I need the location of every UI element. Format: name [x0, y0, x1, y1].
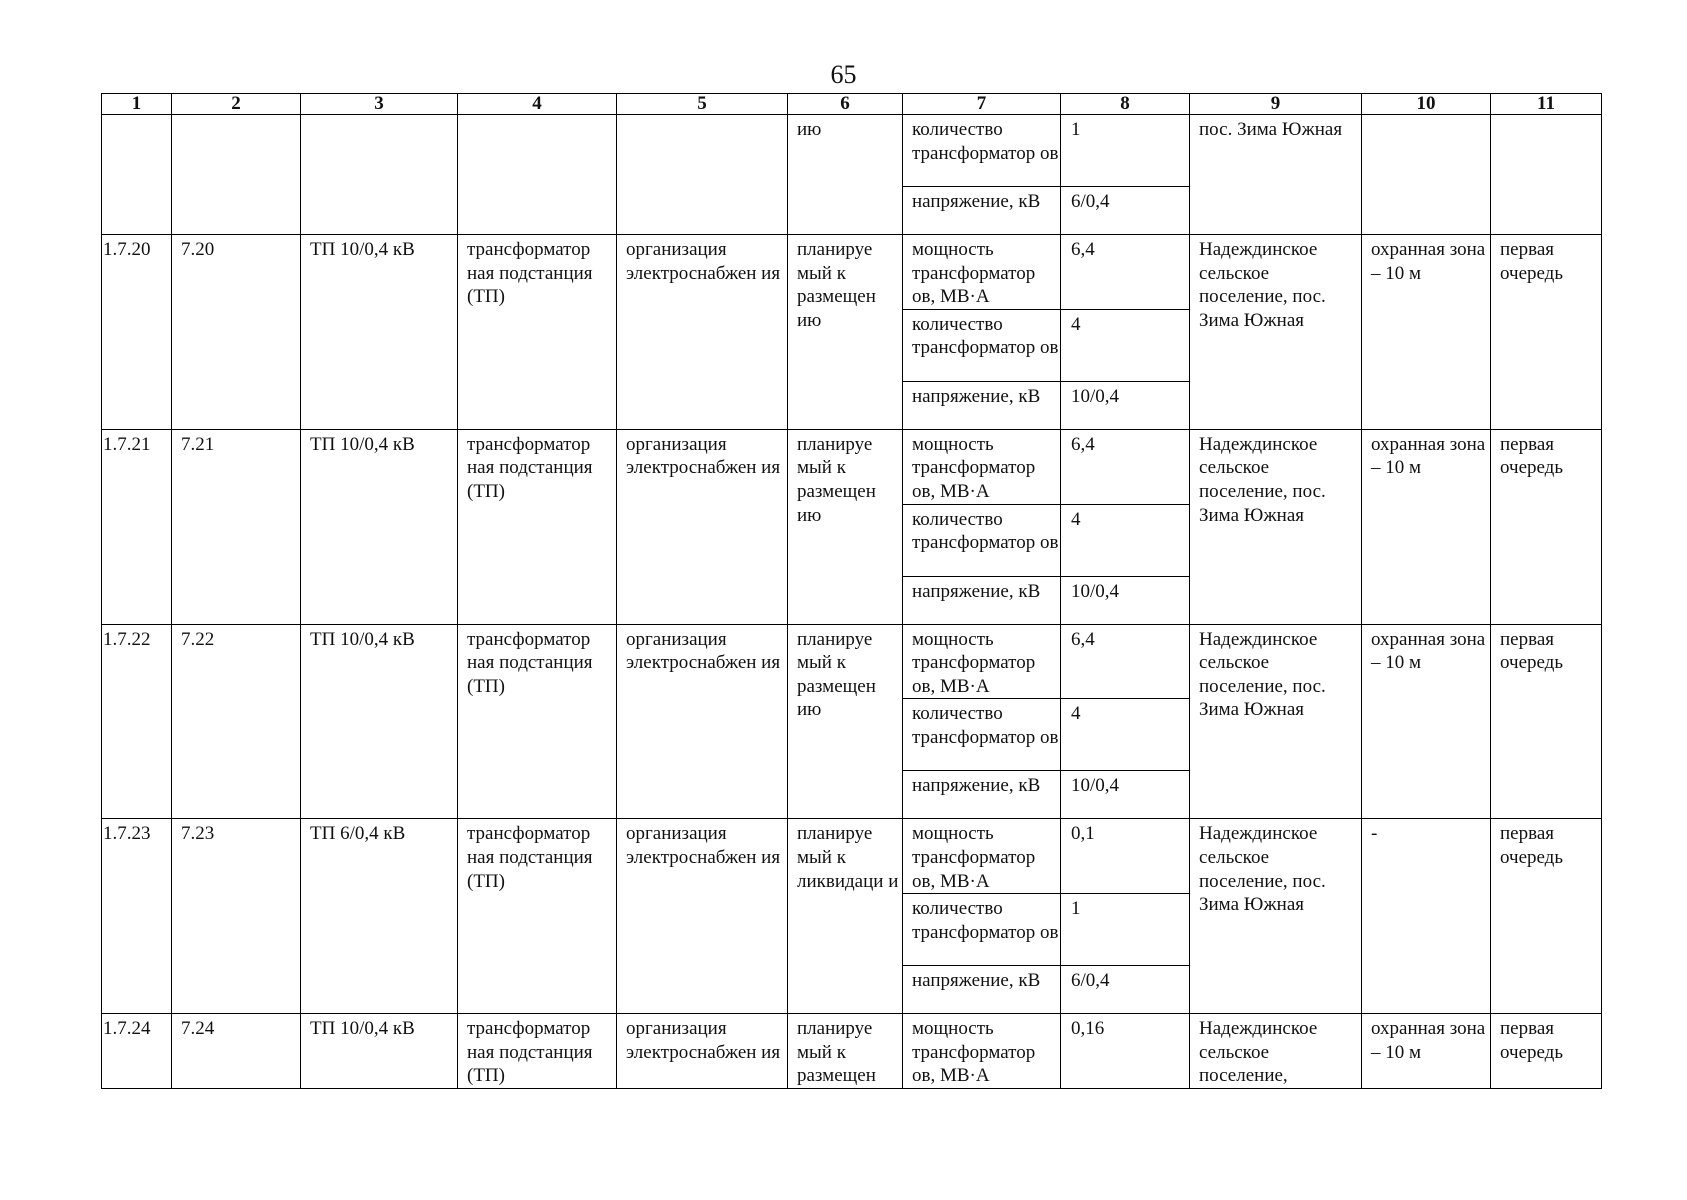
data-table	[101, 93, 1602, 1089]
cell-purpose: организация электроснабжен ия	[617, 429, 788, 624]
cell-object: ТП 10/0,4 кВ	[301, 235, 458, 430]
cell-location: пос. Зима Южная	[1190, 115, 1362, 235]
cell-zone: охранная зона – 10 м	[1362, 235, 1491, 430]
cell-number: 7.22	[172, 624, 301, 819]
cell-number: 1.7.22	[102, 624, 172, 819]
cell-status: ию	[788, 115, 903, 235]
cell-type: трансформатор ная подстанция (ТП)	[458, 624, 617, 819]
cell-purpose: организация электроснабжен ия	[617, 1014, 788, 1089]
cell-status: планируе мый к ликвидаци и	[788, 819, 903, 1014]
cell-status: планируе мый к размещен ию	[788, 429, 903, 624]
table-row	[102, 624, 1602, 699]
cell-param-value: 4	[1061, 504, 1190, 576]
cell-type: трансформатор ная подстанция (ТП)	[458, 235, 617, 430]
cell-zone: охранная зона – 10 м	[1362, 624, 1491, 819]
cell-empty	[172, 115, 301, 235]
cell-empty	[458, 115, 617, 235]
column-number: 11	[1491, 94, 1602, 115]
table-row	[102, 429, 1602, 504]
cell-param-name: количество трансформатор ов	[903, 115, 1061, 187]
cell-location: Надеждинское сельское поселение, пос. Зима Южная	[1190, 819, 1362, 1014]
cell-param-name: количество трансформатор ов	[903, 894, 1061, 966]
cell-purpose: организация электроснабжен ия	[617, 235, 788, 430]
cell-param-value: 4	[1061, 309, 1190, 381]
cell-param-value: 0,1	[1061, 819, 1190, 894]
cell-status: планируе мый к размещен ию	[788, 235, 903, 430]
cell-stage: первая очередь	[1491, 819, 1602, 1014]
cell-empty	[1491, 115, 1602, 235]
cell-param-name: количество трансформатор ов	[903, 504, 1061, 576]
cell-type: трансформатор ная подстанция (ТП)	[458, 1014, 617, 1089]
column-number: 6	[788, 94, 903, 115]
cell-stage: первая очередь	[1491, 429, 1602, 624]
column-number: 10	[1362, 94, 1491, 115]
column-number: 5	[617, 94, 788, 115]
cell-object: ТП 10/0,4 кВ	[301, 624, 458, 819]
cell-param-name: количество трансформатор ов	[903, 699, 1061, 771]
cell-location: Надеждинское сельское поселение, пос. Зима Южная	[1190, 429, 1362, 624]
column-number: 8	[1061, 94, 1190, 115]
cell-location: Надеждинское сельское поселение, пос. Зима Южная	[1190, 235, 1362, 430]
cell-param-value: 1	[1061, 115, 1190, 187]
table-row	[102, 235, 1602, 310]
cell-param-value: 0,16	[1061, 1014, 1190, 1089]
cell-param-value: 10/0,4	[1061, 771, 1190, 819]
cell-object: ТП 10/0,4 кВ	[301, 429, 458, 624]
cell-number: 1.7.21	[102, 429, 172, 624]
cell-param-value: 1	[1061, 894, 1190, 966]
cell-param-name: напряжение, кВ	[903, 187, 1061, 235]
column-number: 4	[458, 94, 617, 115]
cell-param-name: мощность трансформатор ов, МВ·А	[903, 624, 1061, 699]
cell-zone: охранная зона – 10 м	[1362, 1014, 1491, 1089]
table-row	[102, 1014, 1602, 1089]
cell-number: 1.7.20	[102, 235, 172, 430]
cell-param-value: 6/0,4	[1061, 966, 1190, 1014]
cell-location: Надеждинское сельское поселение,	[1190, 1014, 1362, 1089]
cell-param-name: мощность трансформатор ов, МВ·А	[903, 819, 1061, 894]
cell-number: 7.23	[172, 819, 301, 1014]
cell-number: 1.7.23	[102, 819, 172, 1014]
cell-purpose: организация электроснабжен ия	[617, 819, 788, 1014]
cell-object: ТП 10/0,4 кВ	[301, 1014, 458, 1089]
column-number: 1	[102, 94, 172, 115]
cell-status: планируе мый к размещен ию	[788, 624, 903, 819]
cell-number: 7.20	[172, 235, 301, 430]
cell-param-value: 6/0,4	[1061, 187, 1190, 235]
cell-param-name: напряжение, кВ	[903, 966, 1061, 1014]
cell-param-value: 6,4	[1061, 429, 1190, 504]
cell-param-name: напряжение, кВ	[903, 576, 1061, 624]
page-number: 65	[830, 60, 857, 89]
cell-zone: охранная зона – 10 м	[1362, 429, 1491, 624]
cell-empty	[1362, 115, 1491, 235]
cell-param-name: мощность трансформатор ов, МВ·А	[903, 235, 1061, 310]
cell-stage: первая очередь	[1491, 235, 1602, 430]
table-row	[102, 115, 1602, 187]
cell-param-value: 10/0,4	[1061, 576, 1190, 624]
column-number: 3	[301, 94, 458, 115]
column-number-row	[102, 94, 1602, 115]
cell-empty	[617, 115, 788, 235]
cell-number: 7.21	[172, 429, 301, 624]
cell-object: ТП 6/0,4 кВ	[301, 819, 458, 1014]
cell-location: Надеждинское сельское поселение, пос. Зима Южная	[1190, 624, 1362, 819]
cell-param-value: 4	[1061, 699, 1190, 771]
cell-param-name: напряжение, кВ	[903, 771, 1061, 819]
cell-param-value: 10/0,4	[1061, 381, 1190, 429]
cell-param-name: мощность трансформатор ов, МВ·А	[903, 1014, 1061, 1089]
cell-param-name: мощность трансформатор ов, МВ·А	[903, 429, 1061, 504]
cell-number: 1.7.24	[102, 1014, 172, 1089]
cell-purpose: организация электроснабжен ия	[617, 624, 788, 819]
cell-param-name: напряжение, кВ	[903, 381, 1061, 429]
column-number: 2	[172, 94, 301, 115]
cell-type: трансформатор ная подстанция (ТП)	[458, 819, 617, 1014]
column-number: 7	[903, 94, 1061, 115]
cell-param-value: 6,4	[1061, 235, 1190, 310]
column-number: 9	[1190, 94, 1362, 115]
cell-status: планируе мый к размещен	[788, 1014, 903, 1089]
cell-number: 7.24	[172, 1014, 301, 1089]
cell-empty	[102, 115, 172, 235]
cell-type: трансформатор ная подстанция (ТП)	[458, 429, 617, 624]
cell-stage: первая очередь	[1491, 1014, 1602, 1089]
cell-param-name: количество трансформатор ов	[903, 309, 1061, 381]
cell-param-value: 6,4	[1061, 624, 1190, 699]
cell-zone: -	[1362, 819, 1491, 1014]
table-row	[102, 819, 1602, 894]
cell-empty	[301, 115, 458, 235]
cell-stage: первая очередь	[1491, 624, 1602, 819]
